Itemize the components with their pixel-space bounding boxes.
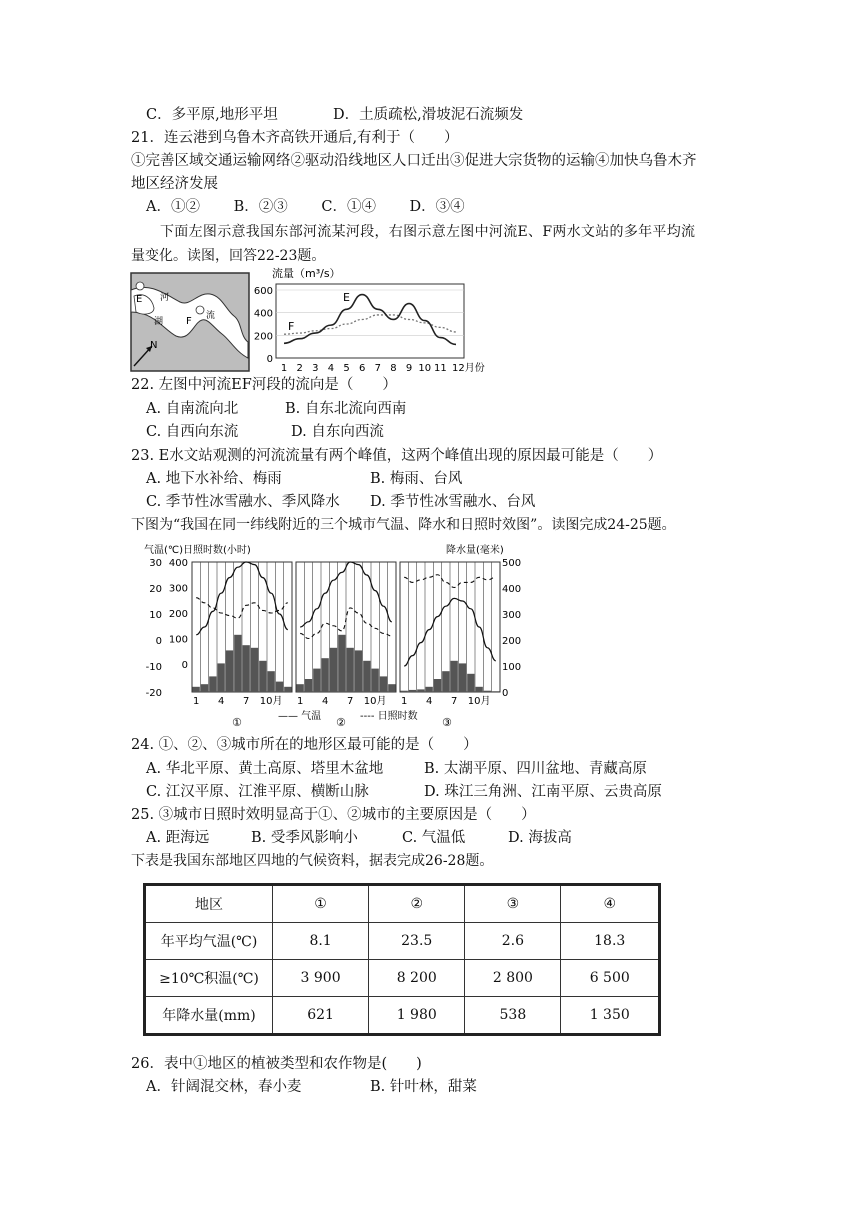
q24-option-a: A. 华北平原、黄土高原、塔里木盆地 [146, 761, 384, 777]
flow-x-tick: 5 [343, 363, 350, 374]
q20-option-c: C．多平原,地形平坦 [146, 107, 278, 123]
precip-bar [305, 679, 312, 692]
sunshine-tick: 100 [168, 634, 188, 646]
precip-bar [347, 648, 354, 692]
temp-tick: -20 [145, 688, 162, 699]
intro-22-23-line1: 下面左图示意我国东部河流某河段，右图示意左图中河流E、F两水文站的多年平均流 [160, 224, 696, 240]
precip-bar [372, 669, 379, 692]
city-panel-1 [192, 562, 292, 692]
map-north-label: N [150, 340, 158, 351]
precip-bar [426, 687, 433, 692]
city-x-tick: 1 [296, 696, 304, 707]
q22-option-b: B. 自东北流向西南 [285, 401, 407, 417]
table-cell: 1 350 [561, 996, 660, 1034]
flow-x-tick: 1 [280, 363, 288, 374]
precip-bar [355, 650, 362, 692]
sunshine-tick: 0 [181, 660, 188, 671]
table-cell: 621 [273, 996, 369, 1034]
precip-tick: 400 [502, 584, 522, 595]
intro-26-28: 下表是我国东部地区四地的气候资料，据表完成26-28题。 [131, 853, 494, 869]
legend-sunshine: ---- 日照时数 [360, 711, 418, 722]
city-x-tick: 4 [321, 696, 329, 707]
precip-bar [492, 691, 499, 692]
precip-bar [218, 663, 225, 692]
table-cell: 6 500 [561, 959, 660, 996]
table-header-cell: ③ [465, 885, 561, 923]
precip-bar [363, 661, 370, 692]
q23-option-a: A. 地下水补给、梅雨 [146, 471, 282, 487]
table-cell: ≥10℃积温(℃) [145, 959, 273, 996]
climate-table [143, 883, 661, 1036]
precip-bar [401, 691, 408, 692]
temp-tick: 0 [155, 636, 162, 647]
q26-stem: 26．表中①地区的植被类型和农作物是( ) [131, 1056, 422, 1072]
flow-chart-title: 流量（m³/s） [272, 267, 341, 280]
precip-bar [243, 645, 250, 692]
table-cell: 年平均气温(℃) [145, 923, 273, 960]
table-header-cell: 地区 [145, 885, 273, 923]
city-x-tick: 1 [192, 696, 200, 707]
flow-x-tick: 12月份 [452, 363, 485, 374]
q25-option-c: C. 气温低 [402, 830, 466, 846]
q22-option-d: D. 自东向西流 [291, 424, 384, 440]
flow-x-tick: 11 [433, 363, 447, 374]
precip-tick: 500 [502, 558, 522, 569]
city-x-tick: 10月 [363, 696, 387, 707]
q22-stem: 22. 左图中河流EF河段的流向是（ ） [131, 377, 397, 393]
map-label-e: E [136, 294, 143, 305]
precip-bar [226, 650, 233, 692]
precip-tick: 100 [502, 662, 522, 673]
table-cell: 538 [465, 996, 561, 1034]
table-cell: 23.5 [369, 923, 465, 960]
map-label-river1: 河 [160, 293, 170, 303]
table-header-cell: ② [369, 885, 465, 923]
q24-stem: 24. ①、②、③城市所在的地形区最可能的是（ ） [131, 737, 478, 753]
q25-option-a: A. 距海远 [146, 830, 210, 846]
city-x-tick: 7 [346, 696, 354, 707]
precip-bar [201, 684, 208, 692]
q23-option-c: C. 季节性冰雪融水、季风降水 [146, 494, 340, 510]
flow-x-tick: 6 [358, 363, 366, 374]
table-cell: 3 900 [273, 959, 369, 996]
map-label-river2: 流 [206, 311, 216, 321]
map-label-lake: 湖 [154, 317, 164, 327]
flow-x-tick: 10 [418, 363, 432, 374]
intro-24-25: 下图为“我国在同一纬线附近的三个城市气温、降水和日照时效图”。读图完成24-25题。 [131, 517, 676, 533]
flow-y-tick: 600 [253, 286, 273, 297]
intro-22-23-line2: 量变化。读图，回答22-23题。 [131, 248, 326, 264]
q25-option-d: D. 海拔高 [508, 830, 572, 846]
q21-items-line1: ①完善区域交通运输网络②驱动沿线地区人口迁出③促进大宗货物的运输④加快乌鲁木齐 [131, 153, 697, 169]
precip-bar [476, 687, 483, 692]
q22-option-a: A. 自南流向北 [146, 401, 239, 417]
flow-label-f: F [288, 320, 295, 333]
table-cell: 1 980 [369, 996, 465, 1034]
temp-tick: -10 [145, 662, 162, 673]
precip-bar [338, 635, 345, 692]
city-panel-3 [400, 562, 500, 692]
q20-option-d: D．土质疏松,滑坡泥石流频发 [333, 107, 524, 123]
precip-bar [276, 682, 283, 692]
q25-option-b: B. 受季风影响小 [251, 830, 358, 846]
q23-option-b: B. 梅雨、台风 [370, 471, 463, 487]
city-panel-2 [296, 562, 396, 692]
precip-bar [322, 658, 329, 692]
flow-x-tick: 7 [374, 363, 382, 374]
precip-bar [434, 679, 441, 692]
flow-y-tick: 400 [253, 308, 273, 320]
flow-label-e: E [343, 291, 350, 304]
precip-bar [442, 671, 449, 692]
panel-label-2: ② [336, 716, 346, 728]
table-row [145, 923, 660, 960]
q25-stem: 25. ③城市日照时效明显高于①、②城市的主要原因是（ ） [131, 807, 536, 823]
temp-tick: 20 [149, 584, 162, 595]
q23-option-d: D. 季节性冰雪融水、台风 [370, 494, 536, 510]
precip-bar [209, 676, 216, 692]
sunshine-tick: 200 [168, 609, 188, 620]
precip-bar [268, 671, 275, 692]
flow-y-tick: 200 [253, 331, 273, 343]
precip-bar [251, 648, 258, 692]
flow-x-tick: 8 [390, 363, 397, 374]
table-cell: 8.1 [273, 923, 369, 960]
flow-x-tick: 4 [327, 363, 335, 374]
table-row [145, 996, 660, 1034]
table-cell: 2.6 [465, 923, 561, 960]
sunshine-tick: 300 [168, 583, 188, 595]
city-x-tick: 7 [450, 696, 458, 707]
precip-bar [467, 674, 474, 692]
precip-tick: 0 [502, 688, 509, 699]
precip-bar [459, 663, 466, 692]
table-cell: 18.3 [561, 923, 660, 960]
precip-bar [451, 661, 458, 692]
table-cell: 年降水量(mm) [145, 996, 273, 1034]
city-x-tick: 10月 [259, 696, 283, 707]
city-x-tick: 10月 [467, 696, 491, 707]
q26-option-b: B. 针叶林，甜菜 [370, 1079, 477, 1095]
precip-bar [409, 690, 416, 692]
q24-option-d: D. 珠江三角洲、江南平原、云贵高原 [424, 784, 662, 800]
q26-option-a: A．针阔混交林，春小麦 [146, 1079, 302, 1095]
precip-bar [297, 684, 304, 692]
table-header-cell: ① [273, 885, 369, 923]
panel-label-1: ① [232, 716, 242, 728]
q23-stem: 23. E水文站观测的河流流量有两个峰值，这两个峰值出现的原因最可能是（ ） [131, 448, 663, 464]
sunshine-tick: 400 [168, 558, 188, 569]
city-chart-left-title: 气温(℃)日照时数(小时) [144, 545, 251, 556]
table-row [145, 959, 660, 996]
city-x-tick: 4 [217, 696, 225, 707]
temp-tick: 30 [149, 558, 162, 569]
city-x-tick: 1 [400, 696, 408, 707]
city-climate-chart [140, 540, 530, 728]
flow-x-tick: 3 [312, 363, 319, 374]
precip-bar [388, 684, 395, 692]
precip-bar [417, 689, 424, 692]
table-cell: 8 200 [369, 959, 465, 996]
river-map [130, 272, 250, 372]
q24-option-b: B. 太湖平原、四川盆地、青藏高原 [424, 761, 647, 777]
q21-stem: 21．连云港到乌鲁木齐高铁开通后,有利于（ ） [131, 130, 459, 146]
flow-x-tick: 9 [405, 363, 413, 374]
flow-x-tick: 2 [296, 363, 303, 374]
city-chart-right-title: 降水量(毫米) [446, 545, 504, 556]
temp-tick: 10 [149, 610, 162, 621]
precip-bar [330, 648, 337, 692]
precip-bar [259, 661, 266, 692]
precip-bar [284, 687, 291, 692]
flow-chart [246, 264, 496, 376]
map-label-f: F [186, 316, 192, 327]
table-cell: 2 800 [465, 959, 561, 996]
legend-temp: —— 气温 [278, 711, 322, 722]
precip-bar [484, 691, 491, 692]
q24-option-c: C. 江汉平原、江淮平原、横断山脉 [146, 784, 369, 800]
city-x-tick: 7 [242, 696, 250, 707]
precip-tick: 300 [502, 610, 522, 621]
panel-label-3: ③ [442, 716, 452, 728]
precip-bar [234, 635, 241, 692]
precip-tick: 200 [502, 636, 522, 647]
q21-options: A．①② B．②③ C．①④ D．③④ [146, 199, 465, 215]
flow-y-tick: 0 [266, 354, 273, 365]
q22-option-c: C. 自西向东流 [146, 424, 239, 440]
table-header-row [145, 885, 660, 923]
q21-items-line2: 地区经济发展 [131, 176, 218, 192]
precip-bar [313, 669, 320, 692]
city-x-tick: 4 [425, 696, 433, 707]
precip-bar [193, 687, 200, 692]
precip-bar [380, 676, 387, 692]
table-header-cell: ④ [561, 885, 660, 923]
